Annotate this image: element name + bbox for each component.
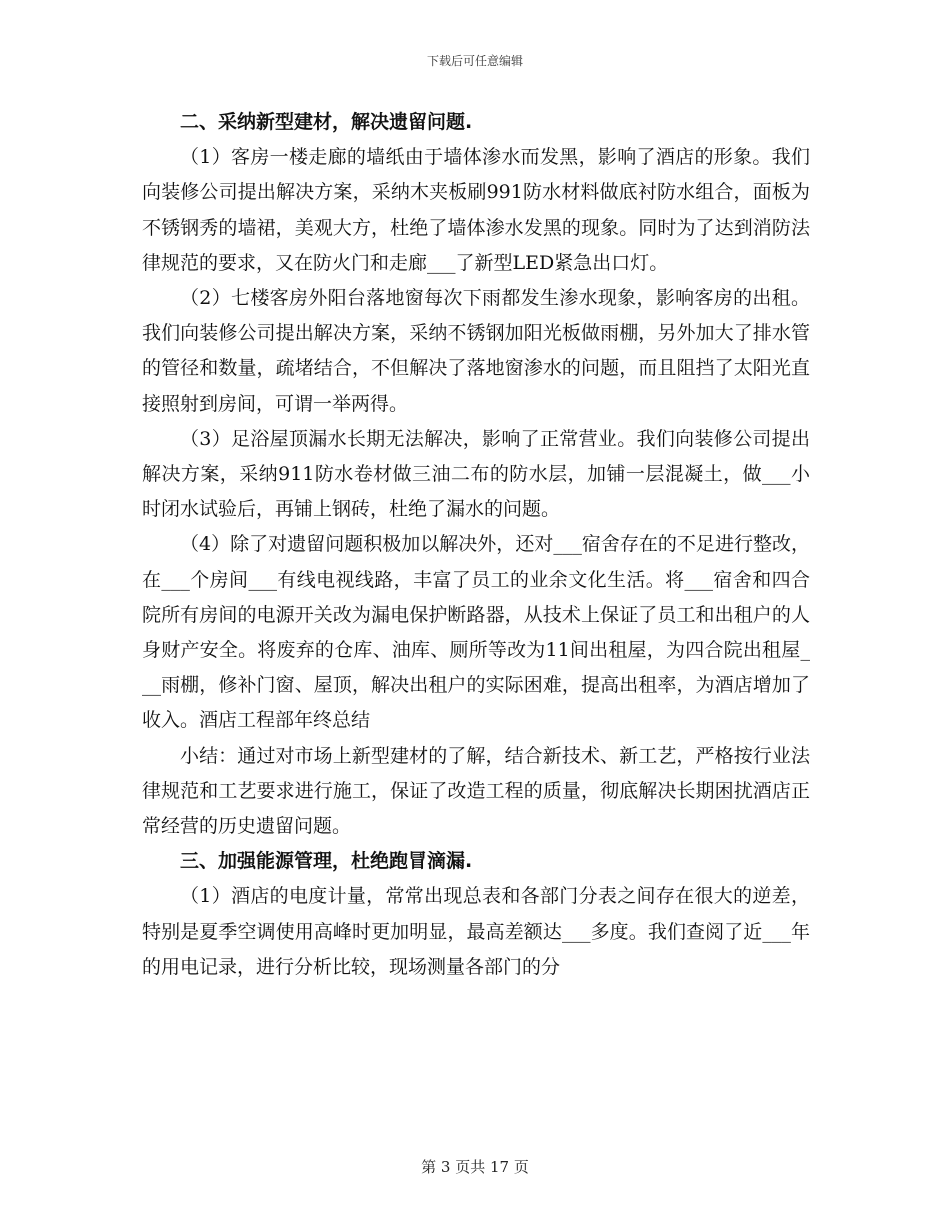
section-heading-3: 三、加强能源管理，杜绝跑冒滴漏. [180, 850, 473, 873]
paragraph-1: （1）客房一楼走廊的墙纸由于墙体渗水而发黑，影响了酒店的形象。我们向装修公司提出解决方案，采纳木夹板刷991防水材料做底衬防水组合，面板为不锈钢秀的墙裙，美观大方，杜绝了墙体渗水发黑的现象。同时为了达到消防法律规范的要求，又在防火门和走廊___了新型LED紧急出口灯。 [142, 146, 810, 274]
paragraph-5: （1）酒店的电度计量，常常出现总表和各部门分表之间存在很大的逆差，特别是夏季空调使用高峰时更加明显，最高差额达___多度。我们查阅了近___年的用电记录，进行分析比较，现场测量各部门的分 [142, 885, 810, 978]
paragraph-2: （2）七楼客房外阳台落地窗每次下雨都发生渗水现象，影响客房的出租。我们向装修公司提出解决方案，采纳不锈钢加阳光板做雨棚，另外加大了排水管的管径和数量，疏堵结合，不但解决了落地窗渗水的问题，而且阻挡了太阳光直接照射到房间，可谓一举两得。 [142, 287, 810, 415]
page-header: 下载后可任意编辑 [426, 54, 523, 68]
page-footer: 第 3 页共 17 页 [421, 1158, 529, 1176]
paragraph-4: （4）除了对遗留问题积极加以解决外，还对___宿舍存在的不足进行整改，在___个房间___有线电视线路，丰富了员工的业余文化生活。将___宿舍和四合院所有房间的电源开关改为漏电保护断路器，从技术上保证了员工和出租户的人身财产安全。将废弃的仓库、油库、厕所等改为11间出租屋，为四合院出租屋___雨棚，修补门窗、屋顶，解决出租户的实际困难，提高出租率，为酒店增加了收入。酒店工程部年终总结 [142, 533, 810, 732]
paragraph-3: （3）足浴屋顶漏水长期无法解决，影响了正常营业。我们向装修公司提出解决方案，采纳911防水卷材做三油二布的防水层，加铺一层混凝土，做___小时闭水试验后，再铺上钢砖，杜绝了漏水的问题。 [142, 427, 810, 521]
section-heading-2: 二、采纳新型建材，解决遗留问题. [180, 111, 473, 133]
summary-paragraph: 小结：通过对市场上新型建材的了解，结合新技术、新工艺，严格按行业法律规范和工艺要求进行施工，保证了改造工程的质量，彻底解决长期困扰酒店正常经营的历史遗留问题。 [142, 744, 810, 838]
document-body [142, 105, 810, 985]
